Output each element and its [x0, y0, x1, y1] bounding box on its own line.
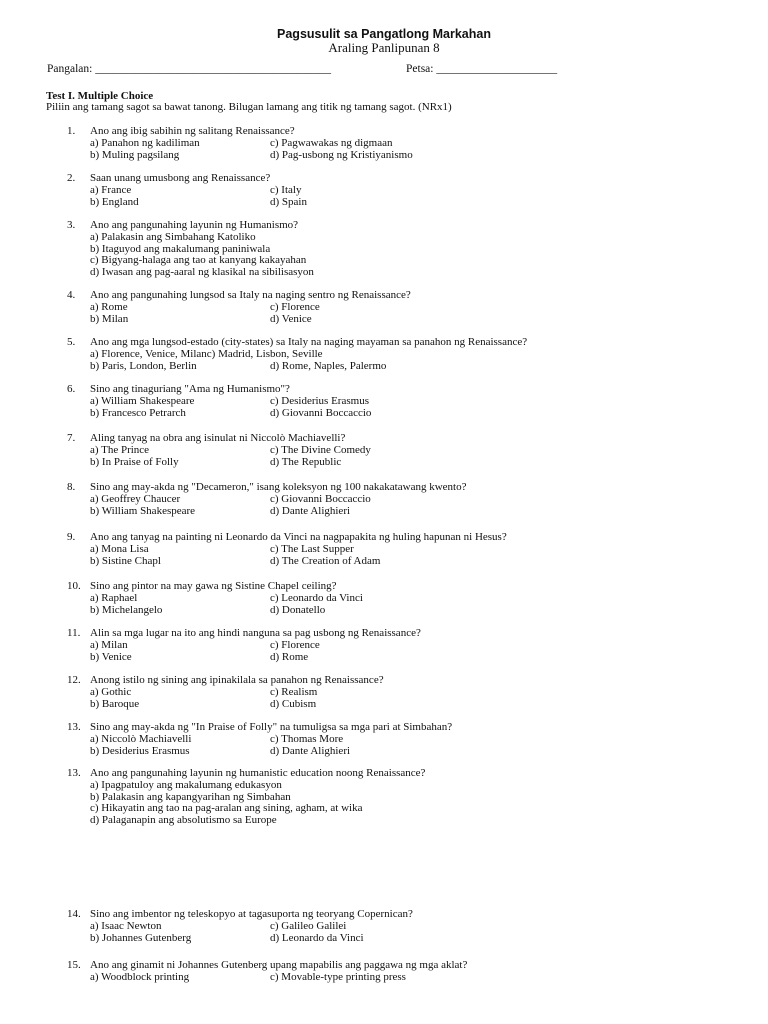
- option-a: a) Isaac Newton: [90, 919, 162, 932]
- question-3: [67, 220, 314, 279]
- option-a: a) Mona Lisa: [90, 542, 149, 555]
- option-d: d) The Republic: [270, 455, 342, 468]
- question-text: Sino ang imbentor ng teleskopyo at tagasuporta ng teoryang Copernican?: [90, 908, 413, 920]
- question-14: [67, 909, 413, 944]
- question-number: 8.: [67, 481, 76, 493]
- option-d: d) The Creation of Adam: [270, 554, 381, 567]
- name-field-line: Pangalan: _________________________________________: [47, 63, 331, 75]
- question-number: 15.: [67, 959, 81, 971]
- option-b: b) Venice: [90, 650, 132, 663]
- option-d: d) Dante Alighieri: [270, 504, 351, 517]
- question-number: 13.: [67, 721, 81, 733]
- option-a: a) Palakasin ang Simbahang Katoliko: [90, 230, 256, 243]
- question-text: Anong istilo ng sining ang ipinakilala sa panahon ng Renaissance?: [90, 674, 384, 686]
- option-c: c) Galileo Galilei: [270, 919, 347, 932]
- option-b: b) In Praise of Folly: [90, 455, 179, 468]
- option-b: b) Michelangelo: [90, 603, 163, 616]
- question-4: [67, 290, 411, 325]
- question-text: Ano ang tanyag na painting ni Leonardo da Vinci na nagpapakita ng huling hapunan ni Hesus?: [90, 531, 507, 543]
- option-a: a) Geoffrey Chaucer: [90, 492, 181, 505]
- option-d: d) Rome: [270, 650, 309, 663]
- option-b: b) Paris, London, Berlin: [90, 359, 197, 372]
- question-number: 9.: [67, 531, 76, 543]
- question-9: [67, 532, 507, 567]
- option-a: a) Panahon ng kadiliman: [90, 136, 200, 149]
- option-c: c) Desiderius Erasmus: [270, 394, 369, 407]
- option-c: c) Bigyang-halaga ang tao at kanyang kakayahan: [90, 254, 307, 267]
- option-c: c) Pagwawakas ng digmaan: [270, 136, 393, 149]
- option-b: b) Baroque: [90, 697, 140, 710]
- option-c: c) Florence: [270, 300, 320, 313]
- option-c: c) Florence: [270, 638, 320, 651]
- option-c: c) Leonardo da Vinci: [270, 591, 363, 604]
- question-2: [67, 173, 307, 208]
- option-b: b) Francesco Petrarch: [90, 406, 186, 419]
- question-text: Sino ang may-akda ng "Decameron," isang koleksyon ng 100 nakakatawang kwento?: [90, 481, 467, 493]
- question-text: Ano ang ibig sabihin ng salitang Renaissance?: [90, 125, 295, 137]
- question-text: Saan unang umusbong ang Renaissance?: [90, 172, 271, 184]
- option-a: a) Raphael: [90, 591, 138, 604]
- option-a: a) William Shakespeare: [90, 394, 195, 407]
- option-d: d) Cubism: [270, 697, 317, 710]
- question-text: Ano ang pangunahing layunin ng humanistic education noong Renaissance?: [90, 767, 426, 779]
- question-1: [67, 126, 413, 161]
- option-d: d) Rome, Naples, Palermo: [270, 359, 387, 372]
- option-b: b) William Shakespeare: [90, 504, 196, 517]
- question-6: [67, 384, 371, 419]
- section-instructions: Piliin ang tamang sagot sa bawat tanong. Bilugan lamang ang titik ng tamang sagot. (NRx1): [46, 101, 452, 113]
- question-number: 2.: [67, 172, 76, 184]
- option-a: a) The Prince: [90, 443, 150, 456]
- option-a: a) Ipagpatuloy ang makalumang edukasyon: [90, 778, 282, 791]
- section-heading: Test I. Multiple Choice: [46, 90, 154, 102]
- question-number: 10.: [67, 580, 81, 592]
- question-number: 7.: [67, 432, 76, 444]
- question-text: Ano ang pangunahing layunin ng Humanismo?: [90, 219, 299, 231]
- option-d: d) Giovanni Boccaccio: [270, 406, 372, 419]
- option-c: c) Hikayatin ang tao na pag-aralan ang sining, agham, at wika: [90, 802, 363, 815]
- option-d: d) Venice: [270, 312, 312, 325]
- question-13b: [67, 768, 425, 827]
- option-d: d) Donatello: [270, 603, 326, 616]
- option-c: c) Realism: [270, 685, 318, 698]
- option-c: c) Thomas More: [270, 732, 344, 745]
- question-8: [67, 482, 466, 517]
- option-b: b) Itaguyod ang makalumang paniniwala: [90, 242, 271, 255]
- question-text: Sino ang pintor na may gawa ng Sistine Chapel ceiling?: [90, 580, 337, 592]
- option-d: d) Palaganapin ang absolutismo sa Europe: [90, 814, 277, 827]
- option-a: a) France: [90, 183, 132, 196]
- option-d: d) Dante Alighieri: [270, 744, 351, 757]
- option-c: c) The Divine Comedy: [270, 443, 371, 456]
- option-c: c) Movable-type printing press: [270, 970, 406, 983]
- option-c: c) Giovanni Boccaccio: [270, 492, 371, 505]
- question-number: 5.: [67, 336, 76, 348]
- option-a: a) Gothic: [90, 685, 132, 698]
- date-field-line: Petsa: _____________________: [406, 63, 558, 75]
- question-text: Ano ang mga lungsod-estado (city-states) sa Italy na naging mayaman sa panahon ng Renaissance?: [90, 336, 528, 348]
- option-d: d) Spain: [270, 195, 307, 208]
- option-a: a) Milan: [90, 638, 128, 651]
- question-number: 11.: [67, 627, 81, 639]
- question-text: Aling tanyag na obra ang isinulat ni Niccolò Machiavelli?: [90, 432, 346, 444]
- option-a: a) Woodblock printing: [90, 970, 190, 983]
- question-text: Alin sa mga lugar na ito ang hindi nanguna sa pag usbong ng Renaissance?: [90, 627, 421, 639]
- question-11: [67, 628, 421, 663]
- question-text: Sino ang tinaguriang "Ama ng Humanismo"?: [90, 383, 290, 395]
- option-a: a) Rome: [90, 300, 128, 313]
- option-a: a) Niccolò Machiavelli: [90, 732, 192, 745]
- question-text: Sino ang may-akda ng "In Praise of Folly" na tumuligsa sa mga pari at Simbahan?: [90, 721, 453, 733]
- option-c: c) Italy: [270, 183, 302, 196]
- question-number: 1.: [67, 125, 76, 137]
- question-10: [67, 581, 363, 616]
- option-b: b) England: [90, 195, 139, 208]
- option-d: d) Iwasan ang pag-aaral ng klasikal na sibilisasyon: [90, 266, 314, 279]
- option-b: b) Sistine Chapl: [90, 554, 161, 567]
- question-text: Ano ang ginamit ni Johannes Gutenberg upang mapabilis ang paggawa ng mga aklat?: [90, 959, 468, 971]
- option-d: d) Pag-usbong ng Kristiyanismo: [270, 148, 413, 161]
- option-b: b) Milan: [90, 312, 129, 325]
- question-text: Ano ang pangunahing lungsod sa Italy na naging sentro ng Renaissance?: [90, 289, 411, 301]
- question-15: [67, 960, 467, 984]
- question-number: 6.: [67, 383, 76, 395]
- question-number: 12.: [67, 674, 81, 686]
- question-number: 13.: [67, 767, 81, 779]
- option-b: b) Palakasin ang kapangyarihan ng Simbahan: [90, 790, 291, 803]
- question-7: [67, 433, 371, 468]
- option-b: b) Desiderius Erasmus: [90, 744, 190, 757]
- question-number: 3.: [67, 219, 76, 231]
- option-b: b) Muling pagsilang: [90, 148, 180, 161]
- question-12: [67, 675, 384, 710]
- question-5: [67, 337, 527, 372]
- page-subtitle: Araling Panlipunan 8: [328, 40, 440, 55]
- question-number: 4.: [67, 289, 76, 301]
- question-number: 14.: [67, 908, 81, 920]
- page-title: Pagsusulit sa Pangatlong Markahan: [277, 27, 491, 41]
- option-c: c) The Last Supper: [270, 542, 354, 555]
- option-a-c: a) Florence, Venice, Milanc) Madrid, Lisbon, Seville: [90, 347, 323, 360]
- option-b: b) Johannes Gutenberg: [90, 931, 192, 944]
- question-13: [67, 722, 452, 757]
- option-d: d) Leonardo da Vinci: [270, 931, 364, 944]
